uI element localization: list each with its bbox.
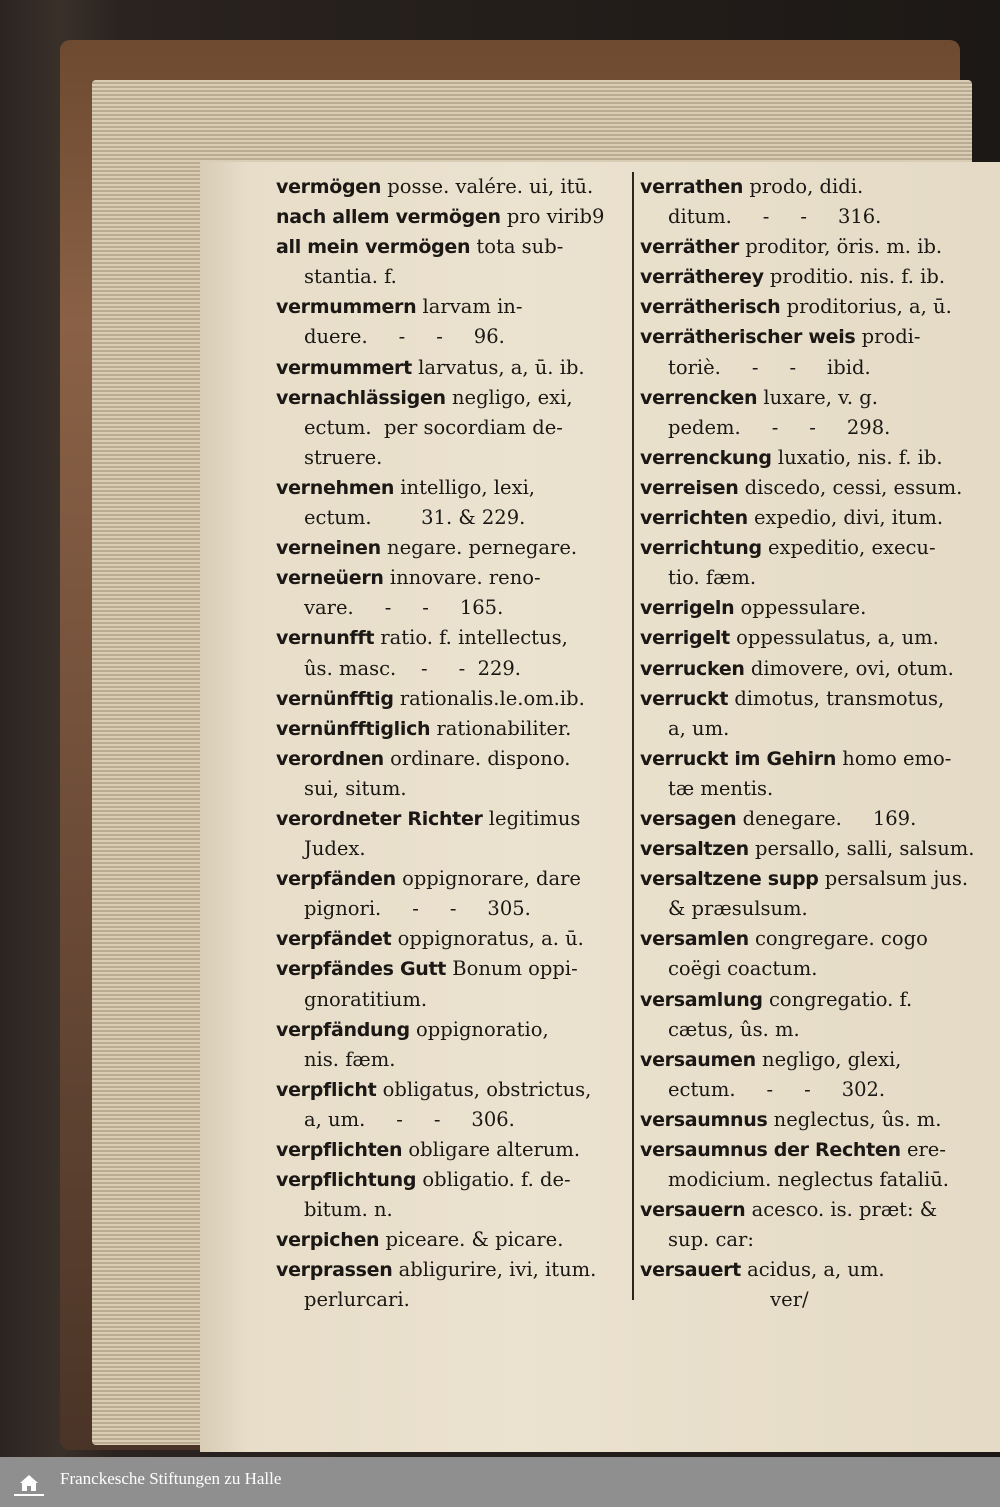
dictionary-line <box>640 503 992 533</box>
dictionary-line <box>276 714 632 744</box>
definition-text: ectum. per socordiam de- <box>304 415 563 439</box>
dictionary-line <box>640 1075 992 1105</box>
definition-text: nis. fæm. <box>304 1047 396 1071</box>
headword: verprassen <box>276 1259 393 1282</box>
definition-text: intelligo, lexi, <box>394 475 536 499</box>
dictionary-line <box>640 533 992 563</box>
headword: all mein vermögen <box>276 236 471 259</box>
dictionary-line <box>276 1045 632 1075</box>
headword: versauert <box>640 1259 741 1282</box>
headword: versaltzene supp <box>640 868 819 891</box>
headword: versamlung <box>640 988 763 1011</box>
definition-text: congregare. cogo <box>748 927 928 951</box>
headword: vermögen <box>276 176 382 198</box>
definition-text: ere- <box>900 1138 946 1161</box>
definition-text: legitimus <box>482 806 581 830</box>
definition-text: negligo, exi, <box>445 385 573 409</box>
definition-text: gnoratitium. <box>304 987 428 1011</box>
definition-text: rationabiliter. <box>430 716 572 740</box>
definition-text: oppignorare, dare <box>395 867 581 891</box>
headword: verpfändung <box>276 1018 410 1041</box>
dictionary-line <box>640 1045 992 1075</box>
headword: verpflichten <box>276 1139 403 1161</box>
definition-text: struere. <box>304 445 383 469</box>
dictionary-line <box>640 443 992 473</box>
headword: verrichtung <box>640 537 762 560</box>
dictionary-line <box>276 954 632 984</box>
definition-text: pro virib9 <box>500 205 605 229</box>
dictionary-line <box>276 1135 632 1165</box>
headword: versagen <box>640 807 737 830</box>
definition-text: oppessulare. <box>734 596 867 620</box>
headword: verreisen <box>640 476 739 499</box>
dictionary-line <box>276 443 632 473</box>
left-column <box>276 172 632 1316</box>
headword: verrätherischer weis <box>640 326 856 349</box>
dictionary-line <box>640 1225 992 1255</box>
headword: verpichen <box>276 1229 380 1252</box>
dictionary-line <box>640 383 992 413</box>
footer-label: Franckesche Stiftungen zu Halle <box>60 1469 282 1488</box>
dictionary-line <box>640 864 992 894</box>
headword: versaumen <box>640 1048 756 1071</box>
headword: verrichten <box>640 507 748 530</box>
dictionary-line <box>276 985 632 1015</box>
dictionary-line <box>276 1285 632 1315</box>
definition-text: persalsum jus. <box>818 867 969 891</box>
dictionary-line <box>276 1165 632 1195</box>
dictionary-line <box>276 1015 632 1045</box>
dictionary-line <box>640 292 992 322</box>
dictionary-line <box>276 1075 632 1105</box>
headword: versamlen <box>640 928 749 951</box>
dictionary-line <box>640 1165 992 1195</box>
definition-text: perlurcari. <box>304 1288 410 1312</box>
dictionary-line <box>640 1255 992 1285</box>
definition-text: oppessulatus, a, um. <box>729 626 939 650</box>
dictionary-line <box>276 533 632 563</box>
definition-text: sui, situm. <box>304 776 407 800</box>
dictionary-line <box>276 924 632 954</box>
definition-text: proditio. nis. f. ib. <box>763 265 946 289</box>
definition-text: larvatus, a, ū. ib. <box>411 355 585 379</box>
definition-text: tio. fæm. <box>668 566 757 590</box>
definition-text: dimotus, transmotus, <box>728 686 945 710</box>
headword: verpflicht <box>276 1078 377 1101</box>
dictionary-line <box>276 262 632 292</box>
dictionary-line <box>640 322 992 352</box>
definition-text: ordinare. dispono. <box>383 746 571 770</box>
headword: vernachlässigen <box>276 386 446 409</box>
definition-text: dimovere, ovi, otum. <box>744 656 954 680</box>
dictionary-line <box>640 353 992 383</box>
footer-bar <box>0 1457 1000 1507</box>
dictionary-line <box>640 744 992 774</box>
dictionary-line <box>276 563 632 593</box>
dictionary-line <box>276 894 632 924</box>
definition-text: posse. valére. ui, itū. <box>381 175 594 198</box>
definition-text: piceare. & picare. <box>379 1228 564 1252</box>
definition-text: obligatus, obstrictus, <box>376 1077 592 1101</box>
definition-text: denegare. 169. <box>736 806 917 830</box>
headword: verrätherey <box>640 266 764 289</box>
dictionary-line <box>276 413 632 443</box>
definition-text: modicium. neglectus fataliū. <box>668 1168 949 1192</box>
definition-text: ver/ <box>640 1288 809 1312</box>
definition-text: rationalis.le.om.ib. <box>393 686 585 710</box>
headword: vermummert <box>276 356 412 379</box>
dictionary-line <box>640 1285 992 1315</box>
definition-text: ectum. 31. & 229. <box>304 506 526 530</box>
definition-text: persallo, salli, salsum. <box>748 837 975 861</box>
definition-text: negligo, glexi, <box>755 1047 902 1071</box>
definition-text: expeditio, execu- <box>761 536 936 560</box>
definition-text: obligare alterum. <box>402 1138 581 1161</box>
headword: verrigelt <box>640 627 730 650</box>
definition-text: expedio, divi, itum. <box>747 506 944 530</box>
dictionary-line <box>276 593 632 623</box>
dictionary-line <box>276 353 632 383</box>
dictionary-line <box>276 232 632 262</box>
definition-text: proditor, öris. m. ib. <box>739 235 943 259</box>
dictionary-line <box>640 473 992 503</box>
dictionary-line <box>640 563 992 593</box>
definition-text: abligurire, ivi, itum. <box>392 1258 597 1282</box>
definition-text: cætus, ûs. m. <box>668 1017 800 1041</box>
headword: vernünfftiglich <box>276 717 431 740</box>
dictionary-line <box>640 834 992 864</box>
definition-text: innovare. reno- <box>383 566 541 590</box>
headword: verpfänden <box>276 868 396 891</box>
dictionary-line <box>640 804 992 834</box>
definition-text: a, um. - - 306. <box>304 1107 515 1131</box>
definition-text: pedem. - - 298. <box>668 415 891 439</box>
definition-text: sup. car: <box>668 1228 754 1252</box>
headword: verpfändet <box>276 928 392 951</box>
dictionary-line <box>276 744 632 774</box>
dictionary-line <box>640 954 992 984</box>
dictionary-line <box>276 654 632 684</box>
headword: versaumnus der Rechten <box>640 1139 901 1161</box>
definition-text: stantia. f. <box>304 265 397 289</box>
dictionary-line <box>640 172 992 202</box>
dictionary-line <box>640 684 992 714</box>
dictionary-line <box>640 654 992 684</box>
dictionary-line <box>276 503 632 533</box>
franckesche-logo-icon <box>10 1463 48 1501</box>
dictionary-line <box>640 894 992 924</box>
headword: verordneter Richter <box>276 807 483 830</box>
definition-text: duere. - - 96. <box>304 325 505 349</box>
headword: versaumnus <box>640 1108 768 1131</box>
definition-text: oppignoratus, a. ū. <box>391 927 584 951</box>
definition-text: ectum. - - 302. <box>668 1077 886 1101</box>
definition-text: obligatio. f. de- <box>416 1168 571 1192</box>
headword: verrätherisch <box>640 296 781 319</box>
headword: verrenckung <box>640 446 772 469</box>
definition-text: luxare, v. g. <box>757 385 878 409</box>
dictionary-line <box>276 684 632 714</box>
dictionary-line <box>276 202 632 232</box>
right-column <box>640 172 992 1316</box>
dictionary-line <box>276 473 632 503</box>
headword: verrucken <box>640 657 745 680</box>
definition-text: Bonum oppi- <box>446 957 578 981</box>
definition-text: prodo, didi. <box>743 175 864 198</box>
headword: verneinen <box>276 537 381 560</box>
dictionary-line <box>276 1225 632 1255</box>
headword: verpflichtung <box>276 1169 417 1192</box>
headword: vermummern <box>276 296 417 319</box>
definition-text: coëgi coactum. <box>668 957 818 981</box>
dictionary-line <box>276 864 632 894</box>
definition-text: acesco. is. præt: & <box>745 1198 938 1222</box>
definition-text: larvam in- <box>416 295 523 319</box>
definition-text: & præsulsum. <box>668 897 808 921</box>
dictionary-line <box>276 623 632 653</box>
dictionary-line <box>640 232 992 262</box>
dictionary-line <box>276 804 632 834</box>
headword: verrencken <box>640 386 758 409</box>
dictionary-line <box>640 413 992 443</box>
headword: versaltzen <box>640 838 749 861</box>
dictionary-line <box>640 1195 992 1225</box>
definition-text: pignori. - - 305. <box>304 897 531 921</box>
headword: verruckt im Gehirn <box>640 747 837 770</box>
headword: vernunfft <box>276 627 375 650</box>
dictionary-line <box>276 383 632 413</box>
dictionary-line <box>640 593 992 623</box>
definition-text: ûs. masc. - - 229. <box>304 656 521 680</box>
dictionary-line <box>276 322 632 352</box>
dictionary-line <box>276 834 632 864</box>
definition-text: oppignoratio, <box>409 1017 549 1041</box>
definition-text: homo emo- <box>836 746 952 770</box>
headword: verneüern <box>276 567 384 590</box>
dictionary-line <box>640 262 992 292</box>
headword: verruckt <box>640 687 729 710</box>
definition-text: discedo, cessi, essum. <box>738 475 963 499</box>
dictionary-line <box>640 1135 992 1165</box>
definition-text: proditorius, a, ū. <box>780 295 952 319</box>
dictionary-line <box>640 1105 992 1135</box>
definition-text: Judex. <box>304 837 366 861</box>
headword: verräther <box>640 236 739 259</box>
definition-text: ditum. - - 316. <box>668 205 882 229</box>
definition-text: negare. pernegare. <box>380 536 578 560</box>
dictionary-line <box>640 1015 992 1045</box>
definition-text: vare. - - 165. <box>304 596 504 620</box>
dictionary-line <box>640 774 992 804</box>
headword: nach allem vermögen <box>276 206 501 229</box>
headword: versauern <box>640 1199 746 1222</box>
dictionary-line <box>276 1255 632 1285</box>
dictionary-line <box>640 623 992 653</box>
definition-text: congregatio. f. <box>762 987 913 1011</box>
headword: verrathen <box>640 176 744 198</box>
dictionary-line <box>640 202 992 232</box>
headword: verordnen <box>276 747 384 770</box>
definition-text: neglectus, ûs. m. <box>767 1107 942 1131</box>
dictionary-line <box>640 985 992 1015</box>
dictionary-line <box>276 172 632 202</box>
definition-text: tæ mentis. <box>668 776 774 800</box>
headword: verpfändes Gutt <box>276 958 447 981</box>
headword: verrigeln <box>640 597 735 620</box>
definition-text: a, um. <box>668 716 730 740</box>
definition-text: toriè. - - ibid. <box>668 355 871 379</box>
dictionary-line <box>276 292 632 322</box>
dictionary-line <box>640 924 992 954</box>
headword: vernünfftig <box>276 687 394 710</box>
headword: vernehmen <box>276 476 395 499</box>
definition-text: prodi- <box>855 325 921 349</box>
definition-text: bitum. n. <box>304 1198 393 1222</box>
definition-text: luxatio, nis. f. ib. <box>771 445 943 469</box>
dictionary-line <box>640 714 992 744</box>
column-divider <box>632 172 634 1300</box>
definition-text: acidus, a, um. <box>740 1258 885 1282</box>
definition-text: tota sub- <box>470 235 564 259</box>
dictionary-line <box>276 1105 632 1135</box>
dictionary-line <box>276 774 632 804</box>
definition-text: ratio. f. intellectus, <box>374 626 568 650</box>
dictionary-line <box>276 1195 632 1225</box>
